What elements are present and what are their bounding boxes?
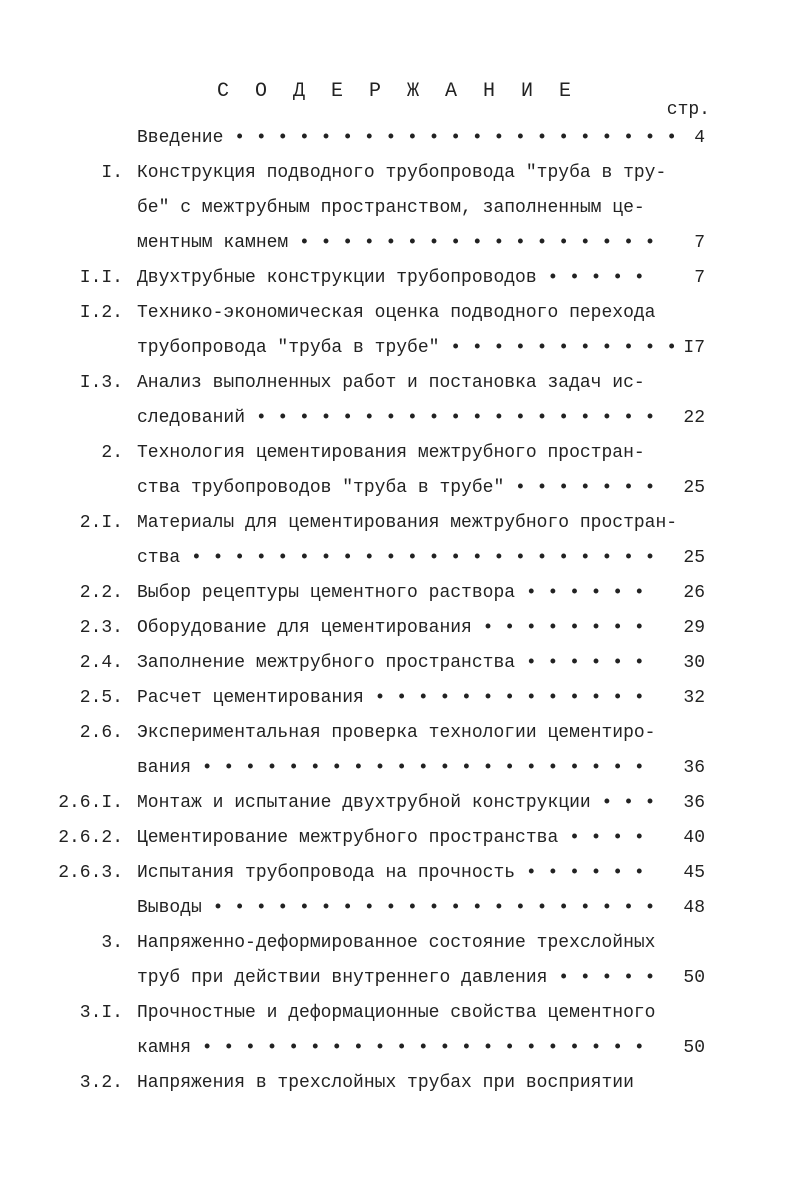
toc-entry-text: Экспериментальная проверка технологии цементиро-: [137, 723, 656, 743]
toc-entry: [0, 440, 795, 466]
toc-entry-text: Технико-экономическая оценка подводного перехода: [137, 303, 656, 323]
toc-entry: [0, 160, 795, 186]
toc-entry: [0, 405, 795, 431]
toc-entry-number: 3.I.: [79, 1003, 123, 1023]
toc-entry: [0, 615, 795, 641]
toc-entry-number: 2.5.: [79, 688, 123, 708]
toc-entry: [0, 230, 795, 256]
toc-entry-number: 3.: [101, 933, 123, 953]
toc-entry-text: Конструкция подводного трубопровода "труба в тру-: [137, 163, 667, 183]
toc-entry-text: Технология цементирования межтрубного простран-: [137, 443, 645, 463]
toc-entry-text: Прочностные и деформационные свойства цементного: [137, 1003, 656, 1023]
toc-entry-page: 25: [683, 478, 705, 498]
toc-entry: [0, 545, 795, 571]
toc-entry-page: 36: [683, 793, 705, 813]
toc-entry-text: Напряженно-деформированное состояние трехслойных: [137, 933, 656, 953]
toc-entry-text: Цементирование межтрубного пространства • • • •: [137, 828, 645, 848]
toc-entry-page: 25: [683, 548, 705, 568]
toc-entry-number: 2.6.3.: [58, 863, 123, 883]
toc-entry: [0, 1070, 795, 1096]
toc-entry-page: 50: [683, 968, 705, 988]
page-column-label: стр.: [666, 100, 710, 120]
toc-entry-text: Двухтрубные конструкции трубопроводов • • • • •: [137, 268, 645, 288]
toc-entry: [0, 195, 795, 221]
toc-entry-page: 7: [694, 268, 705, 288]
toc-entry-page: 4: [694, 128, 705, 148]
toc-entry-number: 2.3.: [79, 618, 123, 638]
toc-entry-text: Введение • • • • • • • • • • • • • • • • • • • • •: [137, 128, 678, 148]
toc-entry-text: следований • • • • • • • • • • • • • • • • • • •: [137, 408, 656, 428]
toc-entry: [0, 790, 795, 816]
toc-entry-number: I.2.: [79, 303, 123, 323]
toc-entry: [0, 755, 795, 781]
toc-entry: [0, 930, 795, 956]
toc-entry: [0, 580, 795, 606]
toc-entry-page: 45: [683, 863, 705, 883]
toc-entry-text: Монтаж и испытание двухтрубной конструкции • • •: [137, 793, 656, 813]
toc-entry: [0, 510, 795, 536]
toc-entry-text: Напряжения в трехслойных трубах при восприятии: [137, 1073, 634, 1093]
page-title: С О Д Е Р Ж А Н И Е: [216, 80, 579, 103]
toc-entry-number: 2.: [101, 443, 123, 463]
toc-entry-page: 32: [683, 688, 705, 708]
toc-entry-number: 2.2.: [79, 583, 123, 603]
toc-entry-text: Расчет цементирования • • • • • • • • • • • • •: [137, 688, 645, 708]
toc-entry: [0, 825, 795, 851]
toc-entry-number: I.I.: [79, 268, 123, 288]
toc-entry-page: 40: [683, 828, 705, 848]
toc-entry-text: Заполнение межтрубного пространства • • • • • •: [137, 653, 645, 673]
toc-entry: [0, 125, 795, 151]
toc-entry-number: 2.6.I.: [58, 793, 123, 813]
toc-entry-page: 26: [683, 583, 705, 603]
toc-entry: [0, 300, 795, 326]
toc-entry-text: труб при действии внутреннего давления • • • • •: [137, 968, 656, 988]
toc-entry-number: 2.4.: [79, 653, 123, 673]
toc-entry-text: Испытания трубопровода на прочность • • • • • •: [137, 863, 645, 883]
toc-entry: [0, 475, 795, 501]
toc-entry-page: 30: [683, 653, 705, 673]
toc-entry: [0, 1035, 795, 1061]
toc-entry-number: I.3.: [79, 373, 123, 393]
toc-entry-page: 48: [683, 898, 705, 918]
toc-entry: [0, 965, 795, 991]
toc-entry-text: Выбор рецептуры цементного раствора • • • • • •: [137, 583, 645, 603]
toc-entry: [0, 895, 795, 921]
toc-entry-page: I7: [683, 338, 705, 358]
toc-entry-number: 2.I.: [79, 513, 123, 533]
toc-entry-number: I.: [101, 163, 123, 183]
toc-entry-text: Материалы для цементирования межтрубного простран-: [137, 513, 678, 533]
toc-entry: [0, 650, 795, 676]
toc-entry-text: вания • • • • • • • • • • • • • • • • • • • • •: [137, 758, 645, 778]
toc-entry-text: ментным камнем • • • • • • • • • • • • • • • • •: [137, 233, 656, 253]
toc-entry-page: 50: [683, 1038, 705, 1058]
toc-entry-text: Анализ выполненных работ и постановка задач ис-: [137, 373, 645, 393]
toc-entry: [0, 265, 795, 291]
toc-entry: [0, 370, 795, 396]
toc-entry: [0, 685, 795, 711]
toc-entry: [0, 860, 795, 886]
toc-entry-page: 29: [683, 618, 705, 638]
toc-entry-page: 22: [683, 408, 705, 428]
toc-entry-page: 36: [683, 758, 705, 778]
toc-entry-number: 2.6.: [79, 723, 123, 743]
toc-entry-text: бе" с межтрубным пространством, заполненным це-: [137, 198, 645, 218]
toc-entry: [0, 335, 795, 361]
toc-entry-number: 2.6.2.: [58, 828, 123, 848]
toc-entry: [0, 720, 795, 746]
toc-entry-number: 3.2.: [79, 1073, 123, 1093]
toc-entry-text: Выводы • • • • • • • • • • • • • • • • • • • • •: [137, 898, 656, 918]
toc-entry-text: ства трубопроводов "труба в трубе" • • • • • • •: [137, 478, 656, 498]
toc-entry-page: 7: [694, 233, 705, 253]
toc-entry-text: Оборудование для цементирования • • • • • • • •: [137, 618, 645, 638]
toc-entry-text: трубопровода "труба в трубе" • • • • • • • • • • •: [137, 338, 678, 358]
toc-entry: [0, 1000, 795, 1026]
toc-entry-text: ства • • • • • • • • • • • • • • • • • • • • • •: [137, 548, 656, 568]
toc-entry-text: камня • • • • • • • • • • • • • • • • • • • • •: [137, 1038, 645, 1058]
